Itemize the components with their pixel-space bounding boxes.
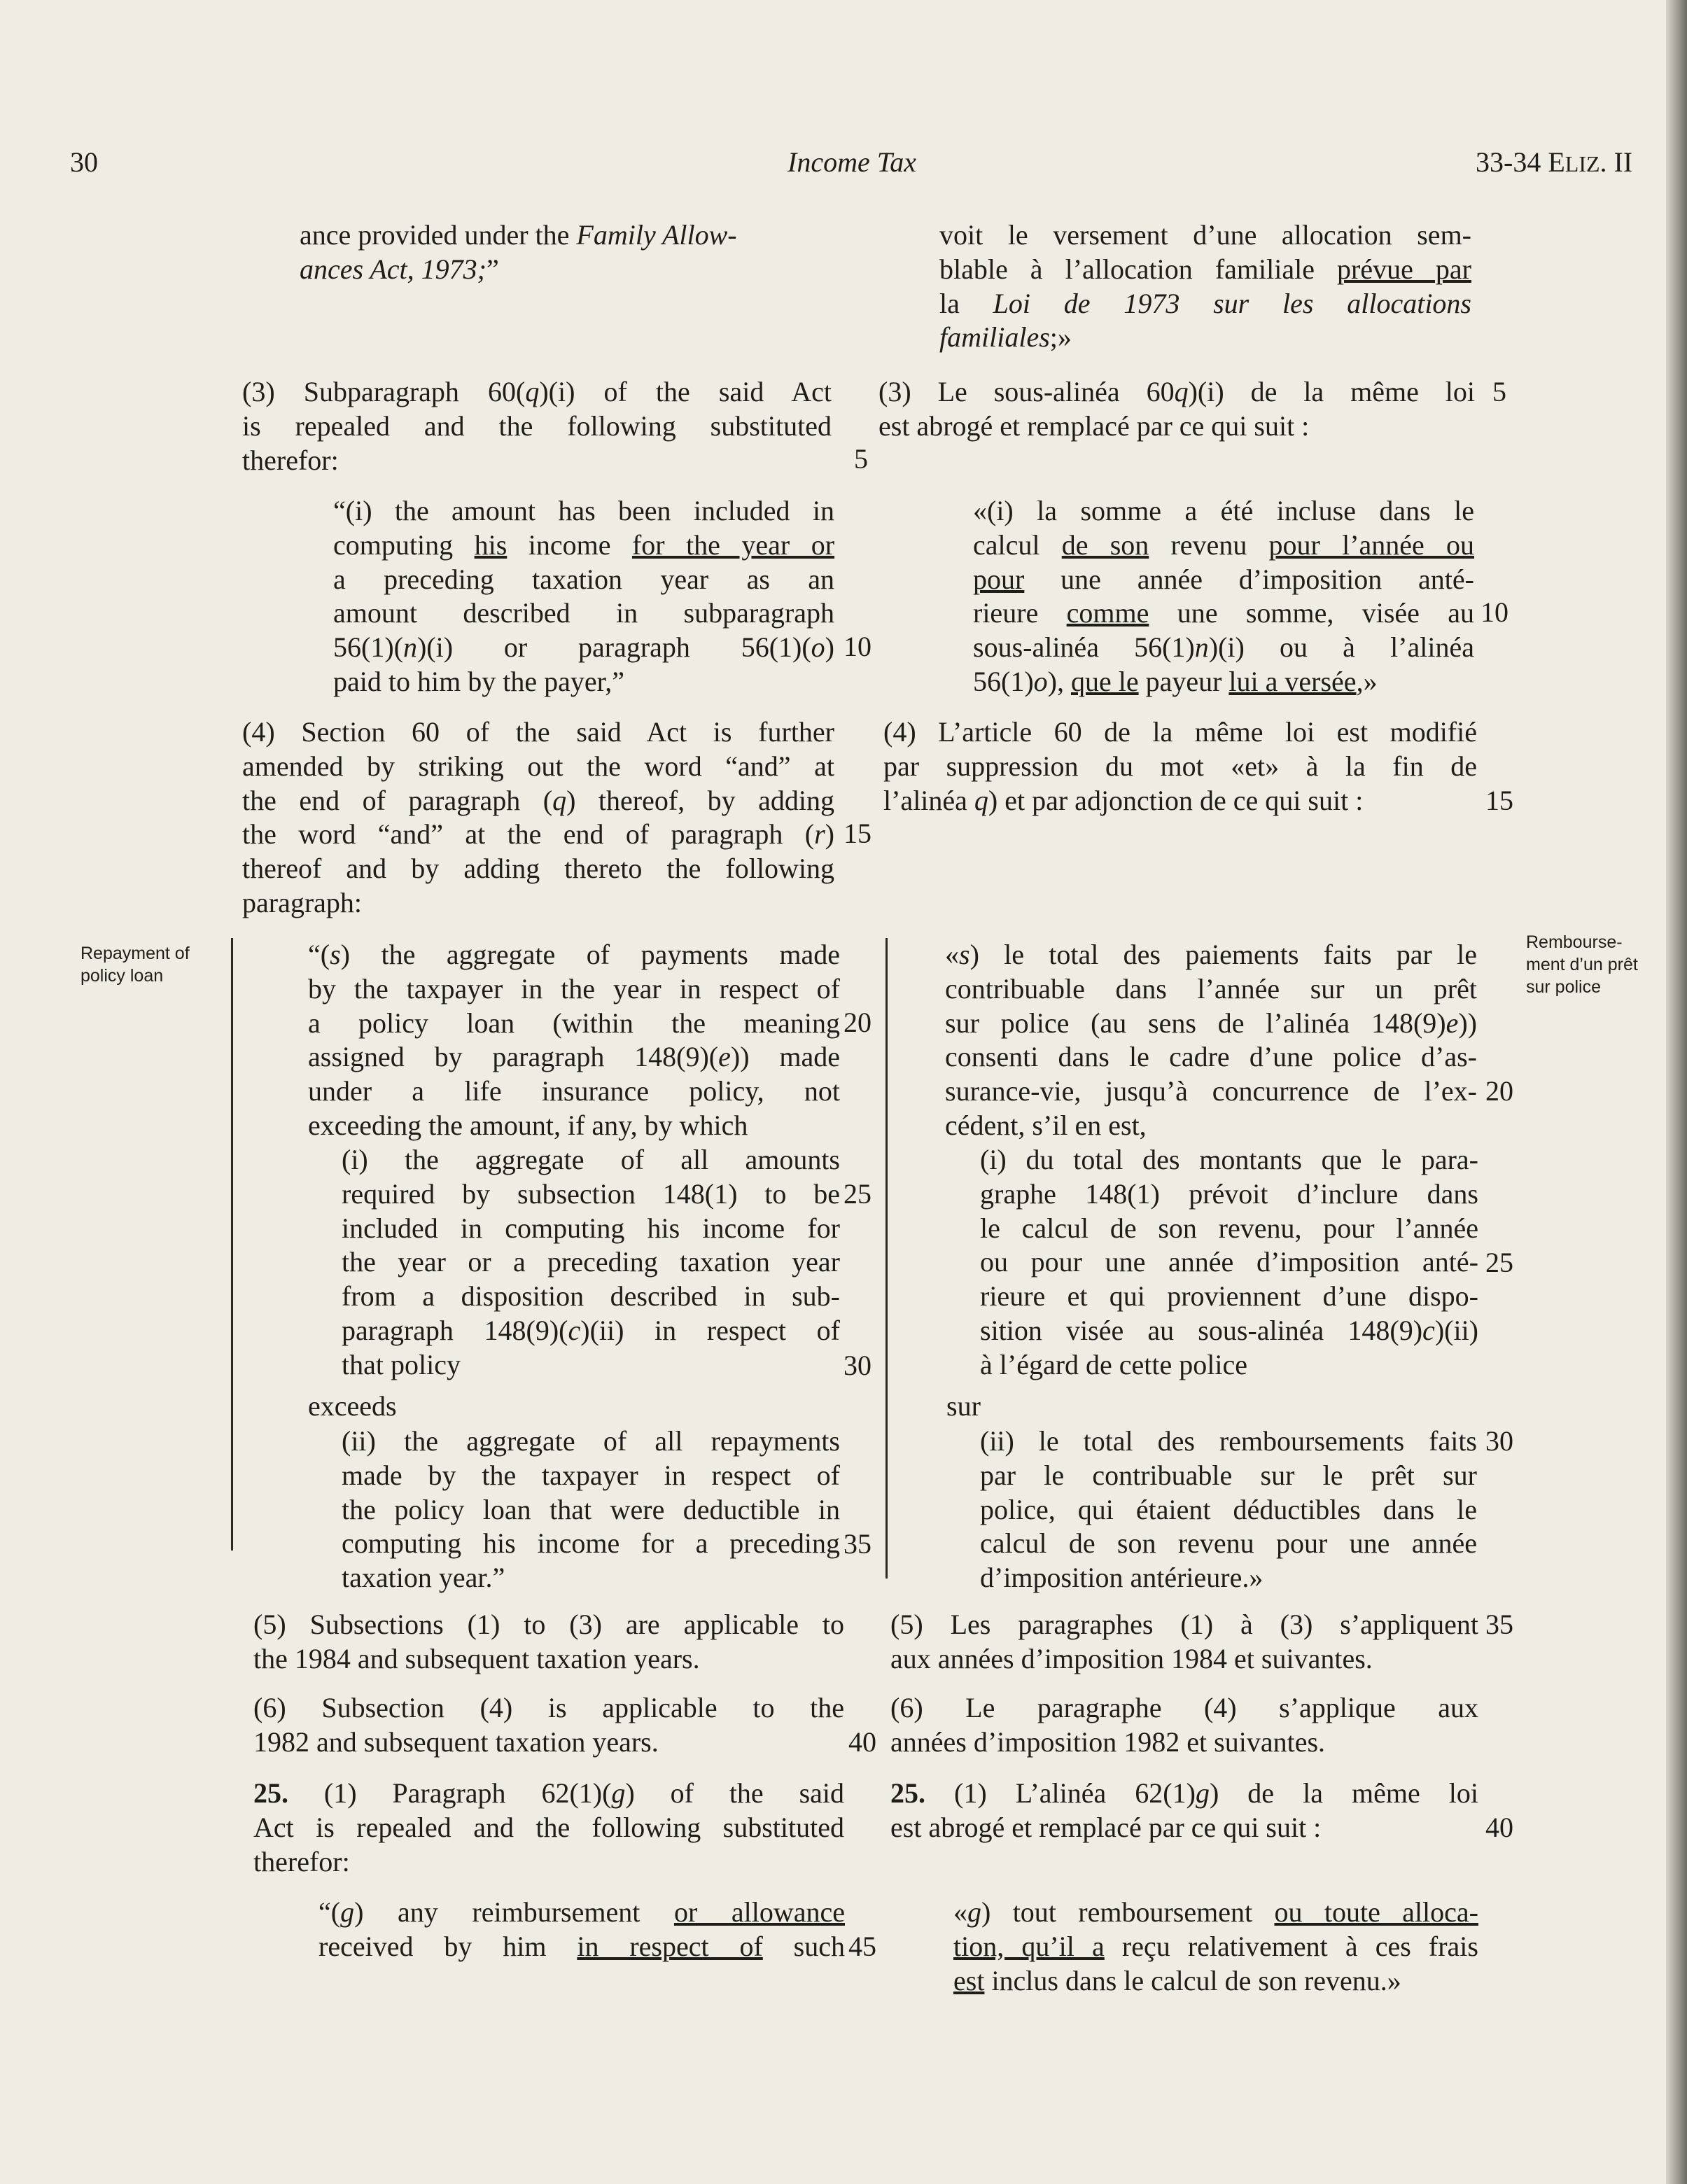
english-section-25-intro: 25. (1) Paragraph 62(1)(g) of the said Act is repealed and the following substituted therefor: — [253, 1777, 844, 1877]
marginal-note-english: Repayment of policy loan — [80, 944, 190, 986]
french-line-number-10: 10 — [1480, 596, 1508, 628]
english-line-number-5: 5 — [854, 443, 868, 475]
running-title: Income Tax — [788, 146, 917, 178]
english-subsection-6: (6) Subsection (4) is applicable to the 1982 and subsequent taxation years. — [253, 1692, 844, 1758]
english-line-number-25: 25 — [844, 1178, 872, 1210]
french-line-number-35: 35 — [1485, 1609, 1513, 1640]
page-edge-shadow — [1666, 0, 1687, 2184]
english-line-number-30: 30 — [844, 1350, 872, 1381]
french-clause-ii: (ii) le total des remboursements faits par le contribuable sur le prêt sur police, qui étaient déductibles dans le calcul de son revenu pour une année d’imposition antérieure.» — [980, 1425, 1477, 1594]
french-line-number-20: 20 — [1485, 1075, 1513, 1107]
english-subparagraph-60q-i: “(i) the amount has been included in computing his income for the year or a preceding taxation year as an amount described in subparagraph 56(1)(n)(i) or paragraph 56(1)(o) paid to him by the payer,” — [333, 495, 835, 697]
french-subsection-6: (6) Le paragraphe (4) s’applique aux années d’imposition 1982 et suivantes. — [890, 1692, 1478, 1758]
french-continuation: voit le versement d’une allocation sem- blable à l’allocation familiale prévue par la Loi de 1973 sur les allocations familiales;» — [939, 219, 1472, 354]
english-line-number-35: 35 — [844, 1528, 872, 1560]
english-clause-ii: (ii) the aggregate of all repayments made by the taxpayer in respect of the policy loan that were deductible in computing his income for a preceding taxation year.” — [342, 1425, 840, 1594]
volume-reference: 33-34 ELIZ. II — [1476, 146, 1633, 178]
english-line-number-45: 45 — [848, 1931, 876, 1962]
french-sur: sur — [946, 1390, 981, 1422]
english-line-number-20: 20 — [844, 1007, 872, 1038]
english-line-number-15: 15 — [844, 818, 872, 849]
english-line-number-40: 40 — [848, 1726, 876, 1758]
french-subparagraph-60q-i: «(i) la somme a été incluse dans le calcul de son revenu pour l’année ou pour une année d’imposition anté- rieure comme une somme, visée au sous-alinéa 56(1)n)(i) ou à l’alinéa 56(1)o), que le payeur lui a versée,» — [973, 495, 1475, 697]
french-paragraph-60s: «s) le total des paiements faits par le contribuable dans l’année sur un prêt sur police (au sens de l’alinéa 148(9)e)) consenti dans le cadre d’une police d’as- surance-vie, jusqu’à concurrence de l’ex- cédent, s’il en est, — [945, 939, 1477, 1141]
french-clause-i: (i) du total des montants que le para- graphe 148(1) prévoit d’inclure dans le calcul de son revenu, pour l’année ou pour une année d’imposition anté- rieure et qui proviennent d’une dispo- sition visée au sous-alinéa 148(9)c)(ii) à l’égard de cette police — [980, 1144, 1478, 1380]
french-subsection-3-intro: (3) Le sous-alinéa 60q)(i) de la même loi est abrogé et remplacé par ce qui suit : — [878, 376, 1475, 442]
english-paragraph-60s: “(s) the aggregate of payments made by the taxpayer in the year in respect of a policy loan (within the meaning assigned by paragraph 148(9)(e)) made under a life insurance policy, not exceeding the amount, if any, by which — [308, 939, 840, 1141]
marginal-note-french: Rembourse- ment d’un prêt sur police — [1526, 932, 1638, 997]
french-subsection-4-intro: (4) L’article 60 de la même loi est modifié par suppression du mot «et» à la fin de l’alinéa q) et par adjonction de ce qui suit : — [883, 716, 1477, 816]
english-line-number-10: 10 — [844, 631, 872, 662]
french-paragraph-62g: «g) tout remboursement ou toute alloca- tion, qu’il a reçu relativement à ces frais est inclus dans le calcul de son revenu.» — [953, 1896, 1478, 1996]
english-subsection-5: (5) Subsections (1) to (3) are applicable to the 1984 and subsequent taxation years. — [253, 1609, 844, 1674]
english-clause-i: (i) the aggregate of all amounts required by subsection 148(1) to be included in computing his income for the year or a preceding taxation year from a disposition described in sub- paragraph 148(9)(c)(ii) in respect of that policy — [342, 1144, 840, 1380]
french-line-number-5: 5 — [1492, 376, 1506, 407]
english-subsection-3-intro: (3) Subparagraph 60(q)(i) of the said Act is repealed and the following substituted therefor: — [242, 376, 832, 476]
french-line-number-15: 15 — [1485, 785, 1513, 816]
amendment-bar-english — [231, 938, 233, 1550]
french-line-number-40: 40 — [1485, 1812, 1513, 1843]
amendment-bar-french — [886, 938, 888, 1578]
page-number: 30 — [70, 146, 98, 178]
french-section-25-intro: 25. (1) L’alinéa 62(1)g) de la même loi est abrogé et remplacé par ce qui suit : — [890, 1777, 1478, 1843]
english-exceeds: exceeds — [308, 1390, 397, 1422]
french-subsection-5: (5) Les paragraphes (1) à (3) s’appliquent aux années d’imposition 1984 et suivantes. — [890, 1609, 1478, 1674]
english-subsection-4-intro: (4) Section 60 of the said Act is further amended by striking out the word “and” at the end of paragraph (q) thereof, by adding the word “and” at the end of paragraph (r) thereof and by adding thereto the following paragraph: — [242, 716, 834, 918]
english-continuation: ance provided under the Family Allow- ances Act, 1973;” — [300, 219, 737, 285]
french-line-number-30: 30 — [1485, 1425, 1513, 1457]
french-line-number-25: 25 — [1485, 1247, 1513, 1278]
english-paragraph-62g: “(g) any reimbursement or allowance received by him in respect of such — [318, 1896, 846, 1962]
